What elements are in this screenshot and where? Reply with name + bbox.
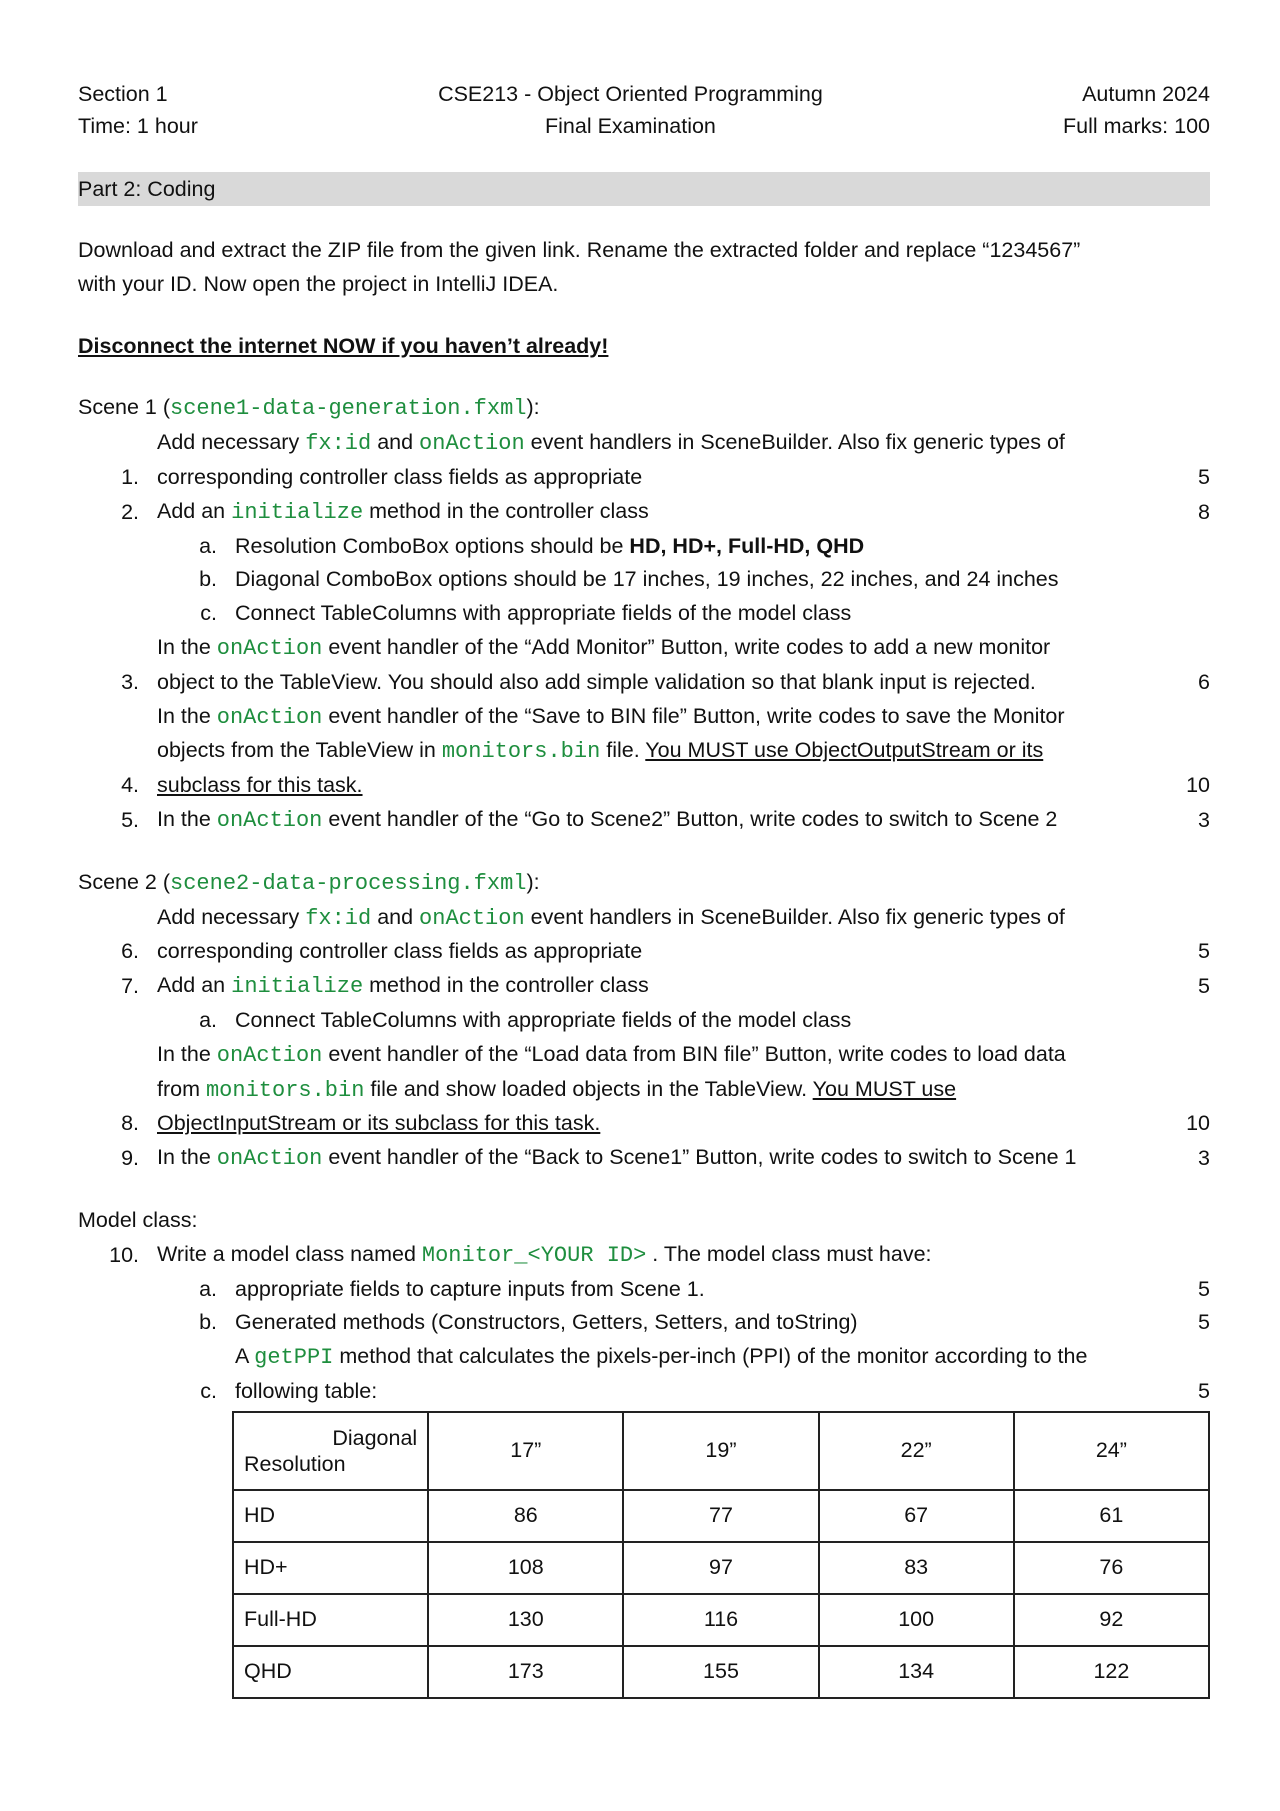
question: [78, 426, 1210, 495]
cell: 155: [623, 1646, 818, 1698]
code-text: onAction: [419, 905, 525, 931]
text: with your ID. Now open the project in IntelliJ IDEA.: [78, 271, 559, 296]
question-text: [157, 803, 1170, 838]
text: method in the controller class: [363, 498, 649, 523]
question-number: 6.: [121, 939, 139, 964]
question-marks: 8: [1198, 499, 1210, 524]
question-number: b.: [199, 567, 217, 592]
question-number: b.: [199, 1310, 217, 1335]
time: Time: 1 hour: [78, 114, 198, 138]
question-text: [157, 631, 1170, 700]
text: Resolution ComboBox options should be: [235, 533, 630, 558]
exam-body: [78, 234, 1210, 1699]
sub-question: [78, 530, 1210, 564]
text: In the: [157, 703, 217, 728]
text: corresponding controller class fields as appropriate: [157, 464, 643, 489]
table-row: [233, 1542, 1209, 1594]
question-number: 8.: [121, 1111, 139, 1136]
question: [78, 1238, 1210, 1273]
table-row: [233, 1646, 1209, 1698]
underlined-text: subclass for this task.: [157, 773, 363, 798]
code-text: onAction: [216, 1146, 323, 1172]
table-row: [233, 1594, 1209, 1646]
question: [78, 969, 1210, 1004]
question-number: a.: [199, 1007, 217, 1032]
term: Autumn 2024: [1082, 82, 1210, 106]
question-text: [235, 1340, 1170, 1409]
question-marks: 10: [1186, 773, 1210, 798]
cell: 122: [1014, 1646, 1209, 1698]
text: event handlers in SceneBuilder. Also fix generic types of: [524, 430, 1065, 455]
underlined-text: You MUST use: [812, 1076, 957, 1101]
question-number: 10.: [109, 1242, 139, 1267]
question-text: [235, 1306, 1170, 1340]
cell: 134: [819, 1646, 1014, 1698]
sub-question: [78, 563, 1210, 597]
code-text: monitors.bin: [441, 739, 601, 765]
code-text: initialize: [231, 974, 364, 1000]
code-text: onAction: [419, 431, 525, 457]
text: ):: [526, 395, 540, 420]
model-section: [78, 1204, 1210, 1409]
text: Download and extract the ZIP file from the given link. Rename the extracted folder and replace “1234567”: [78, 238, 1081, 262]
question: [78, 1038, 1210, 1141]
exam-title: Final Examination: [545, 114, 716, 138]
question-number: 3.: [121, 669, 139, 694]
code-text: scene1-data-generation.fxml: [170, 396, 527, 422]
text: from: [157, 1076, 206, 1101]
question: [78, 700, 1210, 803]
sub-question: [78, 1004, 1210, 1038]
question-text: [235, 1004, 1170, 1038]
cell: 92: [1014, 1594, 1209, 1646]
text: A: [235, 1344, 255, 1369]
text: and: [371, 904, 420, 929]
text: . The model class must have:: [646, 1241, 932, 1266]
cell: 97: [623, 1542, 818, 1594]
code-text: initialize: [231, 499, 364, 525]
question: [78, 495, 1210, 530]
row-label: QHD: [233, 1646, 428, 1698]
code-text: onAction: [216, 704, 323, 730]
sub-question: [78, 1340, 1210, 1409]
cell: 67: [819, 1490, 1014, 1542]
text: event handler of the “Go to Scene2” Button, write codes to switch to Scene 2: [322, 806, 1058, 831]
cell: 83: [819, 1542, 1014, 1594]
underlined-text: ObjectInputStream or its subclass for this task.: [157, 1111, 601, 1136]
text: and: [371, 430, 420, 455]
question-text: [157, 1238, 1170, 1273]
code-text: Monitor_<YOUR ID>: [421, 1242, 647, 1268]
question-marks: 10: [1186, 1111, 1210, 1136]
column-header: 22”: [819, 1412, 1014, 1490]
cell: 116: [623, 1594, 818, 1646]
text: corresponding controller class fields as appropriate: [157, 939, 643, 964]
cell: 86: [428, 1490, 623, 1542]
bold-text: HD, HD+, Full-HD, QHD: [629, 533, 865, 558]
model-label: [78, 1204, 1210, 1238]
section: Section 1: [78, 82, 168, 106]
text: event handler of the “Add Monitor” Button, write codes to add a new monitor: [322, 634, 1051, 659]
cell: 108: [428, 1542, 623, 1594]
question-number: 5.: [121, 807, 139, 832]
question-marks: 3: [1198, 1146, 1210, 1171]
exam-header: [78, 78, 1210, 142]
code-text: onAction: [216, 807, 323, 833]
question-text: [235, 597, 1170, 631]
question-number: a.: [199, 533, 217, 558]
intro-paragraph: [78, 234, 1210, 302]
text: Model class:: [78, 1207, 198, 1232]
text: method in the controller class: [363, 973, 649, 998]
question-number: c.: [200, 601, 217, 626]
scene1-label: [78, 391, 1210, 426]
text: Add necessary: [157, 430, 306, 455]
full-marks: Full marks: 100: [1063, 114, 1210, 138]
text: Add necessary: [157, 904, 306, 929]
text: Generated methods (Constructors, Getters, Setters, and toString): [235, 1310, 858, 1335]
cell: 77: [623, 1490, 818, 1542]
row-label: Full-HD: [233, 1594, 428, 1646]
warning: Disconnect the internet NOW if you haven’t already!: [78, 333, 609, 358]
question-text: [235, 530, 1170, 564]
question-marks: 5: [1198, 974, 1210, 999]
text: Write a model class named: [157, 1241, 422, 1266]
code-text: getPPI: [254, 1345, 334, 1371]
intro-line: [78, 234, 1210, 268]
row-label: HD+: [233, 1542, 428, 1594]
scene2-section: [78, 866, 1210, 1176]
text: object to the TableView. You should also add simple validation so that blank input is rejected.: [157, 669, 1036, 694]
text: objects from the TableView in: [157, 738, 442, 763]
table-header-row: [233, 1412, 1209, 1490]
sub-question: [78, 597, 1210, 631]
question-number: 7.: [121, 974, 139, 999]
question: [78, 1141, 1210, 1176]
question-marks: 3: [1198, 807, 1210, 832]
cell: 61: [1014, 1490, 1209, 1542]
question-number: 1.: [121, 464, 139, 489]
text: Add an: [157, 498, 232, 523]
corner-resolution: Resolution: [244, 1451, 346, 1476]
text: ):: [526, 869, 540, 894]
row-label: HD: [233, 1490, 428, 1542]
scene2-label: [78, 866, 1210, 901]
question-marks: 5: [1198, 1310, 1210, 1335]
question-text: [157, 426, 1170, 495]
code-text: fx:id: [305, 431, 372, 457]
text: event handler of the “Load data from BIN file” Button, write codes to load data: [322, 1041, 1066, 1066]
text: Scene 2 (: [78, 869, 171, 894]
question-text: [235, 563, 1170, 597]
question-text: [157, 1038, 1170, 1141]
text: Diagonal ComboBox options should be 17 inches, 19 inches, 22 inches, and 24 inches: [235, 567, 1059, 592]
question-number: 2.: [121, 499, 139, 524]
question: [78, 901, 1210, 970]
text: In the: [157, 1041, 217, 1066]
text: method that calculates the pixels-per-inch (PPI) of the monitor according to the: [333, 1344, 1088, 1369]
cell: 100: [819, 1594, 1014, 1646]
question-marks: 5: [1198, 1276, 1210, 1301]
code-text: fx:id: [305, 905, 372, 931]
question-number: 9.: [121, 1146, 139, 1171]
text: event handlers in SceneBuilder. Also fix generic types of: [524, 904, 1065, 929]
scene1-section: [78, 391, 1210, 837]
course-title: CSE213 - Object Oriented Programming: [438, 82, 823, 106]
question-marks: 5: [1198, 464, 1210, 489]
question-marks: 5: [1198, 939, 1210, 964]
column-header: 17”: [428, 1412, 623, 1490]
text: In the: [157, 806, 217, 831]
question-text: [157, 495, 1170, 530]
table-row: [233, 1490, 1209, 1542]
cell: 76: [1014, 1542, 1209, 1594]
corner-cell: [233, 1412, 428, 1490]
text: appropriate fields to capture inputs from Scene 1.: [235, 1276, 705, 1301]
question-marks: 5: [1198, 1378, 1210, 1403]
cell: 173: [428, 1646, 623, 1698]
question-text: [235, 1273, 1170, 1307]
text: Connect TableColumns with appropriate fields of the model class: [235, 601, 852, 626]
part-heading: Part 2: Coding: [78, 172, 1210, 206]
code-text: monitors.bin: [205, 1077, 365, 1103]
question-text: [157, 969, 1170, 1004]
question-text: [157, 901, 1170, 970]
text: event handler of the “Back to Scene1” Button, write codes to switch to Scene 1: [322, 1145, 1077, 1170]
column-header: 19”: [623, 1412, 818, 1490]
text: file.: [600, 738, 646, 763]
question: [78, 631, 1210, 700]
code-text: onAction: [216, 635, 323, 661]
underlined-text: You MUST use ObjectOutputStream or its: [645, 738, 1044, 763]
cell: 130: [428, 1594, 623, 1646]
text: event handler of the “Save to BIN file” Button, write codes to save the Monitor: [322, 703, 1065, 728]
code-text: scene2-data-processing.fxml: [170, 870, 527, 896]
question-text: [157, 1141, 1170, 1176]
question-number: 4.: [121, 773, 139, 798]
question-marks: 6: [1198, 669, 1210, 694]
question: [78, 803, 1210, 838]
text: Add an: [157, 973, 232, 998]
question-number: a.: [199, 1276, 217, 1301]
text: In the: [157, 1145, 217, 1170]
text: Connect TableColumns with appropriate fields of the model class: [235, 1007, 852, 1032]
code-text: onAction: [216, 1042, 323, 1068]
corner-diagonal: Diagonal: [332, 1425, 418, 1450]
intro-line: [78, 268, 1210, 302]
text: file and show loaded objects in the TableView.: [364, 1076, 813, 1101]
column-header: 24”: [1014, 1412, 1209, 1490]
question-text: [157, 700, 1170, 803]
sub-question: [78, 1306, 1210, 1340]
text: In the: [157, 634, 217, 659]
text: Scene 1 (: [78, 395, 171, 420]
question-number: c.: [200, 1378, 217, 1403]
sub-question: [78, 1273, 1210, 1307]
ppi-table: [232, 1411, 1210, 1699]
text: following table:: [235, 1378, 378, 1403]
